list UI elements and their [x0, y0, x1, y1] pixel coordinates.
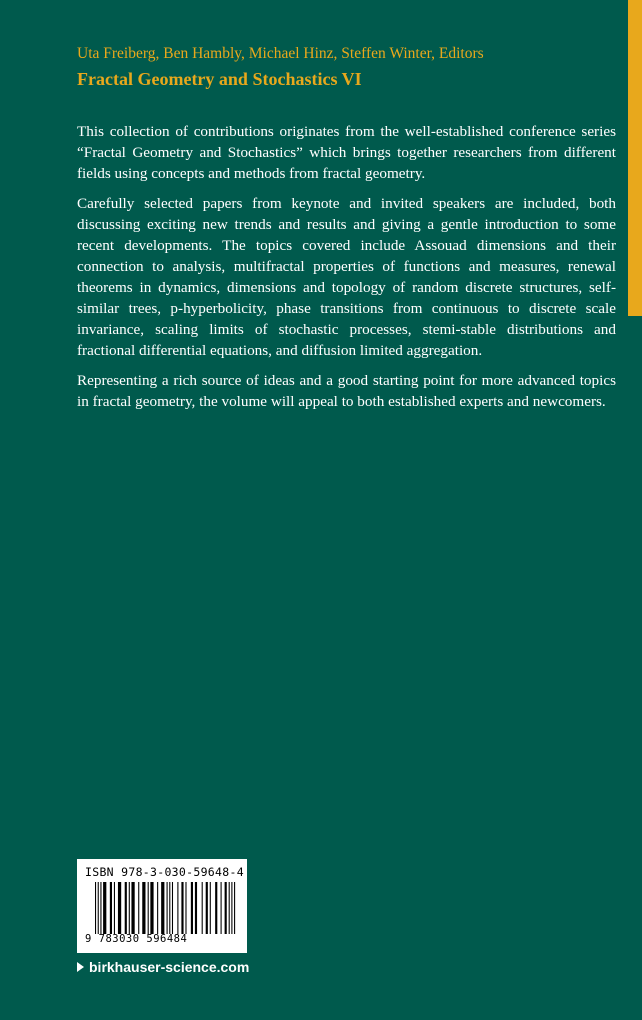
- barcode-bar: [169, 882, 170, 934]
- barcode-bar: [185, 882, 186, 934]
- barcode-bar: [157, 882, 158, 934]
- isbn-label: ISBN 978-3-030-59648-4: [85, 865, 244, 879]
- book-title: Fractal Geometry and Stochastics VI: [77, 69, 362, 89]
- barcode-bar: [114, 882, 115, 934]
- barcode-bar: [125, 882, 127, 934]
- barcode-bar: [161, 882, 164, 934]
- barcode-bar: [210, 882, 211, 934]
- barcode-bar: [148, 882, 149, 934]
- barcode-bar: [206, 882, 208, 934]
- barcode-bar: [231, 882, 232, 934]
- barcode-bar: [215, 882, 217, 934]
- barcode-bar: [103, 882, 106, 934]
- barcode-bar: [234, 882, 235, 934]
- triangle-right-icon: [77, 962, 84, 972]
- barcode-bar: [129, 882, 130, 934]
- barcode-bar: [225, 882, 227, 934]
- barcode-bar: [100, 882, 101, 934]
- editors-line: Uta Freiberg, Ben Hambly, Michael Hinz, Steffen Winter, Editors: [77, 45, 484, 62]
- barcode-bar: [202, 882, 203, 934]
- barcode-bar: [138, 882, 139, 934]
- description-paragraph-3: Representing a rich source of ideas and a good starting point for more advanced topics in fractal geometry, the volume will appeal to both established experts and newcomers.: [77, 372, 616, 410]
- barcode-bar: [181, 882, 183, 934]
- barcode-bar: [131, 882, 134, 934]
- barcode-bar: [98, 882, 99, 934]
- barcode-bar: [167, 882, 168, 934]
- publisher-website[interactable]: [77, 959, 249, 975]
- description-paragraph-2: Carefully selected papers from keynote and invited speakers are included, both discussing exciting new trends and results and giving a gentle introduction to some recent developments. The topics covered include Assouad dimensions and their connection to analysis, multifractal properties of functions and measures, renewal theorems in dynamics, dimensions and topology of random discrete structures, self-similar trees, p-hyperbolicity, phase transitions from continuous to discrete scale invariance, scaling limits of stochastic processes, stemi-stable distributions and fractional differential equations, and diffusion limited aggregation.: [77, 195, 616, 359]
- description: [77, 121, 616, 421]
- barcode-bar: [172, 882, 173, 934]
- barcode-bar: [177, 882, 178, 934]
- barcode-image: [85, 882, 239, 934]
- barcode-bar: [110, 882, 112, 934]
- barcode-bar: [221, 882, 222, 934]
- description-paragraph-1: This collection of contributions originates from the well-established conference series “Fractal Geometry and Stochastics” which brings together researchers from different fields using concepts and methods from fractal geometry.: [77, 123, 616, 182]
- barcode-bar: [150, 882, 153, 934]
- barcode-bar: [191, 882, 193, 934]
- accent-bar: [628, 0, 642, 316]
- barcode-bar: [229, 882, 230, 934]
- barcode-bar: [118, 882, 121, 934]
- barcode-bar: [95, 882, 96, 934]
- barcode-block: [77, 859, 247, 953]
- barcode-digits: 9 783030 596484: [85, 933, 188, 945]
- barcode-bar: [195, 882, 197, 934]
- publisher-website-label: birkhauser-science.com: [89, 959, 250, 975]
- barcode-bar: [142, 882, 145, 934]
